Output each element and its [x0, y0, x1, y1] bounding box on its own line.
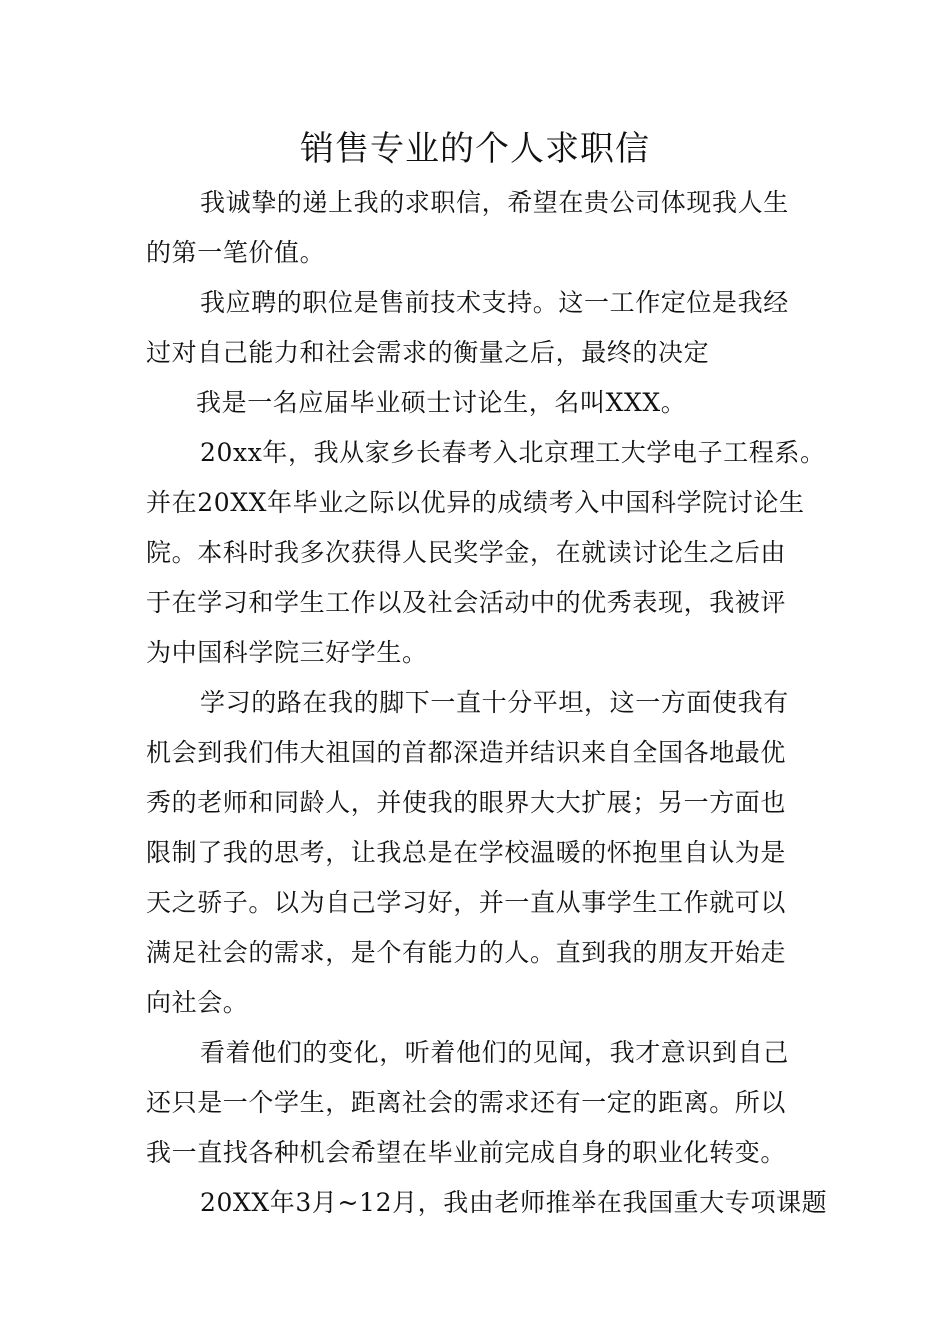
paragraph-line: 我一直找各种机会希望在毕业前完成自身的职业化转变。	[146, 1138, 787, 1167]
paragraph-line: 天之骄子。以为自己学习好，并一直从事学生工作就可以	[146, 888, 787, 917]
paragraph-line: 并在20XX年毕业之际以优异的成绩考入中国科学院讨论生	[146, 488, 805, 517]
paragraph-line: 20XX年3月~12月，我由老师推举在我国重大专项课题	[200, 1188, 828, 1217]
paragraph-line: 20xx年，我从家乡长春考入北京理工大学电子工程系。	[200, 438, 826, 467]
paragraph-line: 我应聘的职位是售前技术支持。这一工作定位是我经	[200, 288, 789, 317]
paragraph-line: 院。本科时我多次获得人民奖学金，在就读讨论生之后由	[146, 538, 787, 567]
paragraph-line: 满足社会的需求，是个有能力的人。直到我的朋友开始走	[146, 938, 787, 967]
document-body	[146, 178, 828, 1228]
paragraph-line: 还只是一个学生，距离社会的需求还有一定的距离。所以	[146, 1088, 787, 1117]
paragraph-line: 限制了我的思考，让我总是在学校温暖的怀抱里自认为是	[146, 838, 787, 867]
paragraph-line: 为中国科学院三好学生。	[146, 638, 428, 667]
paragraph-line: 我是一名应届毕业硕士讨论生，名叫XXX。	[196, 388, 687, 417]
paragraph-line: 秀的老师和同龄人，并使我的眼界大大扩展；另一方面也	[146, 788, 787, 817]
paragraph-line: 看着他们的变化，听着他们的见闻，我才意识到自己	[200, 1038, 789, 1067]
paragraph-line: 过对自己能力和社会需求的衡量之后，最终的决定	[146, 338, 710, 367]
paragraph-line: 机会到我们伟大祖国的首都深造并结识来自全国各地最优	[146, 738, 787, 767]
paragraph-line: 我诚挚的递上我的求职信，希望在贵公司体现我人生	[200, 188, 789, 217]
paragraph-line: 向社会。	[146, 988, 249, 1017]
paragraph-line: 于在学习和学生工作以及社会活动中的优秀表现，我被评	[146, 588, 787, 617]
paragraph-line: 的第一笔价值。	[146, 238, 326, 267]
paragraph-line: 学习的路在我的脚下一直十分平坦，这一方面使我有	[200, 688, 789, 717]
document-title: 销售专业的个人求职信	[300, 129, 650, 169]
